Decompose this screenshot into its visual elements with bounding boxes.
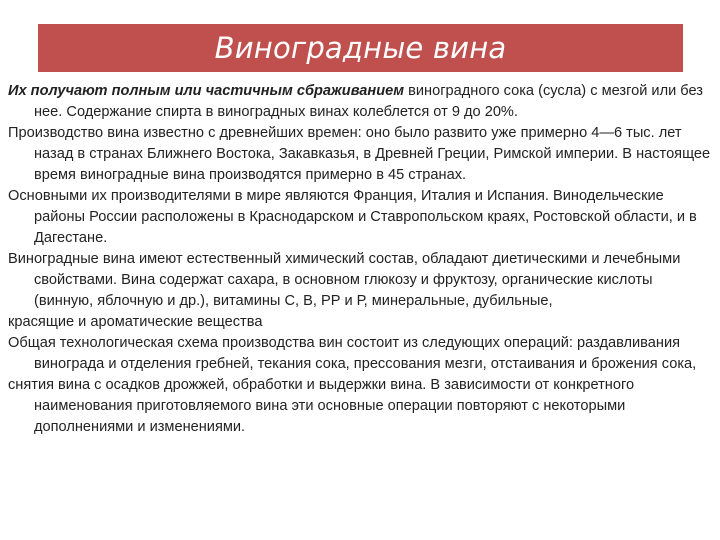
paragraph-6: Общая технологическая схема производства вин состоит из следующих операций: раздавливания винограда и отделения гребней, текания сока, прессования мезги, отстаивания и брожения сока, <box>8 335 697 372</box>
slide-title: Виноградные вина <box>214 31 507 65</box>
paragraph-1-lead: Их получают полным или частичным сбраживанием <box>8 83 405 99</box>
paragraph-5: красящие и ароматические вещества <box>8 314 263 330</box>
paragraph-7: снятия вина с осадков дрожжей, обработки и выдержки вина. В зависимости от конкретного наименования приготовляемого вина эти основные операции повторяют с некоторыми дополнениями и изменениями. <box>8 377 635 435</box>
title-banner <box>38 24 683 72</box>
paragraph-1 <box>8 81 714 123</box>
paragraph-3: Основными их производителями в мире являются Франция, Италия и Испания. Винодельческие районы России расположены в Краснодарском и Ставропольском краях, Ростовской области, и в Дагестане. <box>8 188 697 246</box>
slide-body <box>8 81 714 438</box>
paragraph-4: Виноградные вина имеют естественный химический состав, обладают диетическими и лечебными свойствами. Вина содержат сахара, в основном глюкозу и фруктозу, органические кислоты (винную, яблочную и др.), витамины С, В, РР и Р, минеральные, дубильные, <box>8 251 681 309</box>
paragraph-2: Производство вина известно с древнейших времен: оно было развито уже примерно 4—6 тыс. лет назад в странах Ближнего Востока, Закавказья, в Древней Греции, Римской империи. В настоящее время виноградные вина производятся примерно в 45 странах. <box>8 125 711 183</box>
paragraph-1-text: винограднoго сока (сусла) с мезгой или без нее. Содержание спирта в виноградных винах колеблется от 9 до 20%. <box>34 83 703 120</box>
